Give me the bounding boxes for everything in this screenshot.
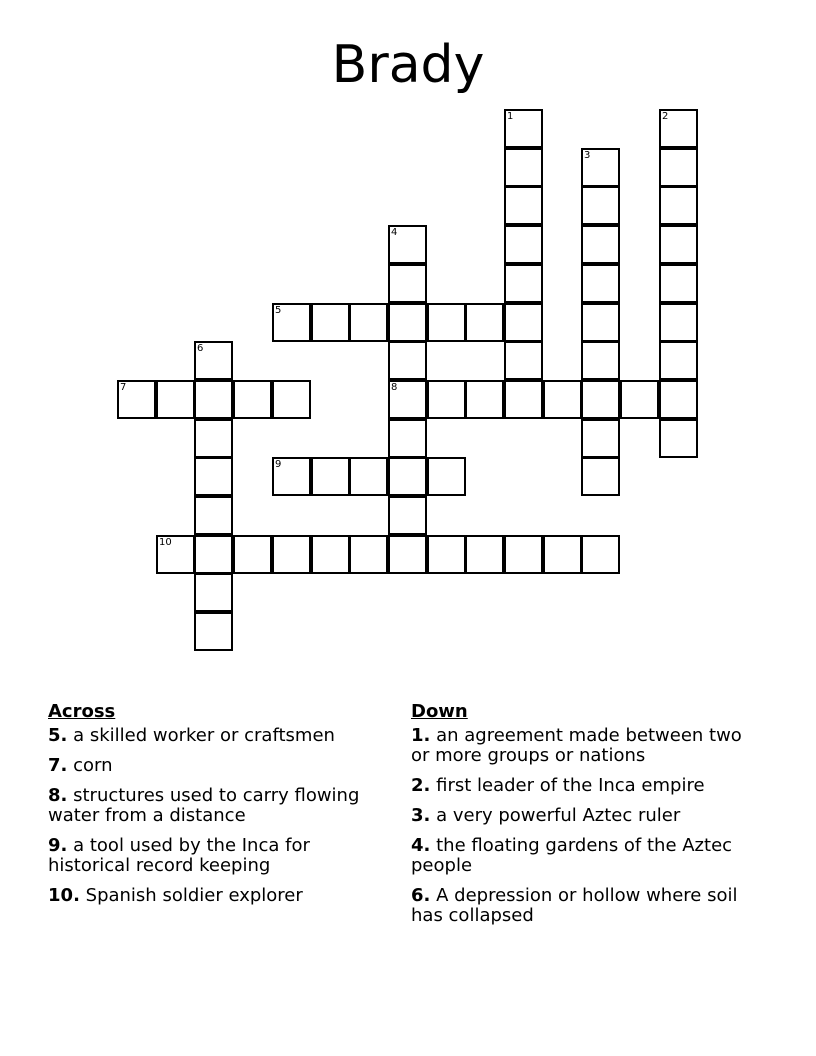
grid-cell[interactable] <box>194 457 233 496</box>
grid-cell[interactable] <box>581 457 620 496</box>
grid-cell[interactable] <box>311 535 350 574</box>
grid-cell[interactable] <box>581 225 620 264</box>
cell-number: 3 <box>584 150 591 161</box>
clue-text: A depression or hollow where soil has collapsed <box>411 885 738 926</box>
grid-cell[interactable] <box>543 535 582 574</box>
grid-cell[interactable] <box>349 303 388 342</box>
across-clue: 8. structures used to carry flowing water from a distance <box>48 785 360 826</box>
across-clues <box>48 702 378 916</box>
clue-number: 3 <box>411 805 424 826</box>
grid-cell[interactable] <box>388 264 427 303</box>
grid-cell[interactable] <box>581 341 620 380</box>
grid-cell[interactable] <box>659 419 698 458</box>
grid-cell[interactable] <box>504 186 543 225</box>
across-heading: Across <box>48 701 116 722</box>
grid-cell[interactable] <box>194 380 233 419</box>
cell-number: 1 <box>507 111 514 122</box>
grid-cell[interactable] <box>388 380 427 419</box>
grid-cell[interactable] <box>427 303 466 342</box>
grid-cell[interactable] <box>620 380 659 419</box>
grid-cell[interactable] <box>659 148 698 187</box>
down-clue: 2. first leader of the Inca empire <box>411 775 705 796</box>
grid-cell[interactable] <box>504 225 543 264</box>
grid-cell[interactable] <box>388 535 427 574</box>
grid-cell[interactable] <box>194 496 233 535</box>
grid-cell[interactable] <box>388 419 427 458</box>
clue-number: 5 <box>48 725 61 746</box>
grid-cell[interactable] <box>194 419 233 458</box>
grid-cell[interactable] <box>465 380 504 419</box>
grid-cell[interactable] <box>659 341 698 380</box>
across-clue: 10. Spanish soldier explorer <box>48 885 303 906</box>
grid-cell[interactable] <box>581 535 620 574</box>
grid-cell[interactable] <box>659 264 698 303</box>
grid-cell[interactable] <box>156 535 195 574</box>
across-clue: 7. corn <box>48 755 113 776</box>
grid-cell[interactable] <box>659 380 698 419</box>
clue-number: 7 <box>48 755 61 776</box>
down-clue: 1. an agreement made between two or more groups or nations <box>411 725 742 766</box>
clue-number: 2 <box>411 775 424 796</box>
grid-cell[interactable] <box>543 380 582 419</box>
cell-number: 10 <box>159 537 172 548</box>
grid-cell[interactable] <box>349 535 388 574</box>
grid-cell[interactable] <box>504 535 543 574</box>
grid-cell[interactable] <box>233 380 272 419</box>
cell-number: 4 <box>391 227 398 238</box>
clue-text: Spanish soldier explorer <box>85 885 303 906</box>
clue-number: 9 <box>48 835 61 856</box>
grid-cell[interactable] <box>465 303 504 342</box>
grid-cell[interactable] <box>117 380 156 419</box>
grid-cell[interactable] <box>272 535 311 574</box>
grid-cell[interactable] <box>504 380 543 419</box>
grid-cell[interactable] <box>272 380 311 419</box>
cell-number: 7 <box>120 382 127 393</box>
grid-cell[interactable] <box>581 148 620 187</box>
grid-cell[interactable] <box>504 109 543 148</box>
clue-text: structures used to carry flowing water from a distance <box>48 785 360 826</box>
clue-text: a tool used by the Inca for historical record keeping <box>48 835 310 876</box>
down-clues <box>411 702 761 936</box>
grid-cell[interactable] <box>388 457 427 496</box>
grid-cell[interactable] <box>581 380 620 419</box>
grid-cell[interactable] <box>504 341 543 380</box>
down-clue: 3. a very powerful Aztec ruler <box>411 805 681 826</box>
clue-number: 6 <box>411 885 424 906</box>
grid-cell[interactable] <box>272 303 311 342</box>
cell-number: 5 <box>275 305 282 316</box>
grid-cell[interactable] <box>194 573 233 612</box>
clue-number: 8 <box>48 785 61 806</box>
clue-text: first leader of the Inca empire <box>436 775 705 796</box>
grid-cell[interactable] <box>659 225 698 264</box>
grid-cell[interactable] <box>504 264 543 303</box>
clue-text: a skilled worker or craftsmen <box>73 725 335 746</box>
down-clue: 6. A depression or hollow where soil has collapsed <box>411 885 738 926</box>
grid-cell[interactable] <box>659 109 698 148</box>
down-heading: Down <box>411 701 468 722</box>
across-clue: 9. a tool used by the Inca for historical record keeping <box>48 835 310 876</box>
grid-cell[interactable] <box>388 303 427 342</box>
clue-number: 1 <box>411 725 424 746</box>
grid-cell[interactable] <box>194 612 233 651</box>
grid-cell[interactable] <box>427 457 466 496</box>
grid-cell[interactable] <box>427 380 466 419</box>
grid-cell[interactable] <box>581 264 620 303</box>
cell-number: 8 <box>391 382 398 393</box>
cell-number: 9 <box>275 459 282 470</box>
grid-cell[interactable] <box>272 457 311 496</box>
puzzle-title: Brady <box>331 35 485 95</box>
clue-text: a very powerful Aztec ruler <box>436 805 681 826</box>
clue-text: corn <box>73 755 113 776</box>
grid-cell[interactable] <box>504 148 543 187</box>
grid-cell[interactable] <box>504 303 543 342</box>
grid-cell[interactable] <box>388 225 427 264</box>
grid-cell[interactable] <box>156 380 195 419</box>
grid-cell[interactable] <box>233 535 272 574</box>
clue-text: the floating gardens of the Aztec people <box>411 835 733 876</box>
grid-cell[interactable] <box>465 535 504 574</box>
grid-cell[interactable] <box>194 535 233 574</box>
grid-cell[interactable] <box>311 457 350 496</box>
grid-cell[interactable] <box>581 186 620 225</box>
down-clue: 4. the floating gardens of the Aztec people <box>411 835 733 876</box>
grid-cell[interactable] <box>427 535 466 574</box>
clue-text: an agreement made between two or more groups or nations <box>411 725 742 766</box>
grid-cell[interactable] <box>194 341 233 380</box>
grid-cell[interactable] <box>581 419 620 458</box>
clue-number: 10 <box>48 885 74 906</box>
grid-cell[interactable] <box>659 303 698 342</box>
across-clue: 5. a skilled worker or craftsmen <box>48 725 335 746</box>
grid-cell[interactable] <box>581 303 620 342</box>
clue-number: 4 <box>411 835 424 856</box>
cell-number: 6 <box>197 343 204 354</box>
grid-cell[interactable] <box>659 186 698 225</box>
grid-cell[interactable] <box>388 341 427 380</box>
grid-cell[interactable] <box>349 457 388 496</box>
grid-cell[interactable] <box>388 496 427 535</box>
grid-cell[interactable] <box>311 303 350 342</box>
cell-number: 2 <box>662 111 669 122</box>
